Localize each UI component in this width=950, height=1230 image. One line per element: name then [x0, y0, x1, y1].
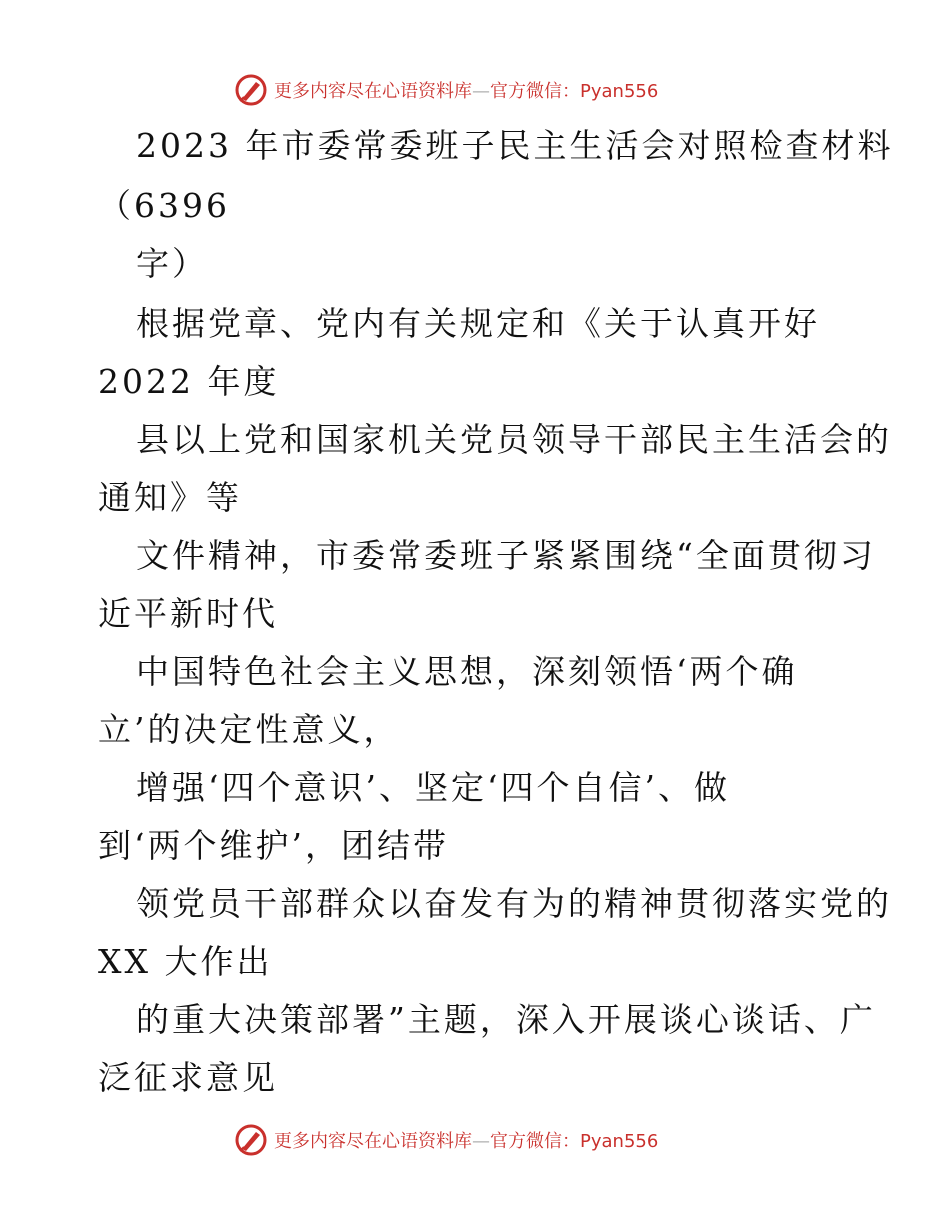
watermark-main-text: 更多内容尽在心语资料库: [274, 1131, 472, 1152]
paragraph-line: 近平新时代: [98, 594, 278, 633]
paragraph-line: XX 大作出: [98, 942, 273, 981]
quill-pen-logo-icon: [234, 1123, 268, 1157]
paragraph-line: 到‘两个维护’，团结带: [98, 826, 449, 865]
paragraph-line: 根据党章、党内有关规定和《关于认真开好: [136, 304, 820, 343]
watermark-footer: [234, 1122, 658, 1158]
watermark-main-text: 更多内容尽在心语资料库: [274, 81, 472, 102]
paragraph-line: 2022 年度: [98, 362, 280, 401]
title-char-suffix: 字）: [136, 244, 208, 283]
paragraph-line: 通知》等: [98, 478, 242, 517]
quill-pen-logo-icon: [234, 73, 268, 107]
paragraph-line: 增强‘四个意识’、坚定‘四个自信’、做: [136, 768, 730, 807]
document-title: 2023 年市委常委班子民主生活会对照检查材料: [136, 126, 894, 165]
watermark-header: [234, 72, 658, 108]
watermark-text: [274, 77, 658, 103]
watermark-text: [274, 1127, 658, 1153]
paragraph-line: 领党员干部群众以奋发有为的精神贯彻落实党的: [136, 884, 892, 923]
watermark-contact-text: 官方微信：Pyan556: [490, 1131, 659, 1152]
paragraph-line: 文件精神，市委常委班子紧紧围绕“全面贯彻习: [136, 536, 876, 575]
paragraph-line: 的重大决策部署”主题，深入开展谈心谈话、广: [136, 1000, 876, 1039]
title-char-count: （6396: [98, 186, 230, 225]
paragraph-line: 立’的决定性意义，: [98, 710, 400, 749]
watermark-separator: —: [472, 1131, 490, 1152]
watermark-separator: —: [472, 81, 490, 102]
paragraph-line: 县以上党和国家机关党员领导干部民主生活会的: [136, 420, 892, 459]
paragraph-line: 泛征求意见: [98, 1058, 278, 1097]
watermark-contact-text: 官方微信：Pyan556: [490, 81, 659, 102]
paragraph-line: 中国特色社会主义思想，深刻领悟‘两个确: [136, 652, 798, 691]
